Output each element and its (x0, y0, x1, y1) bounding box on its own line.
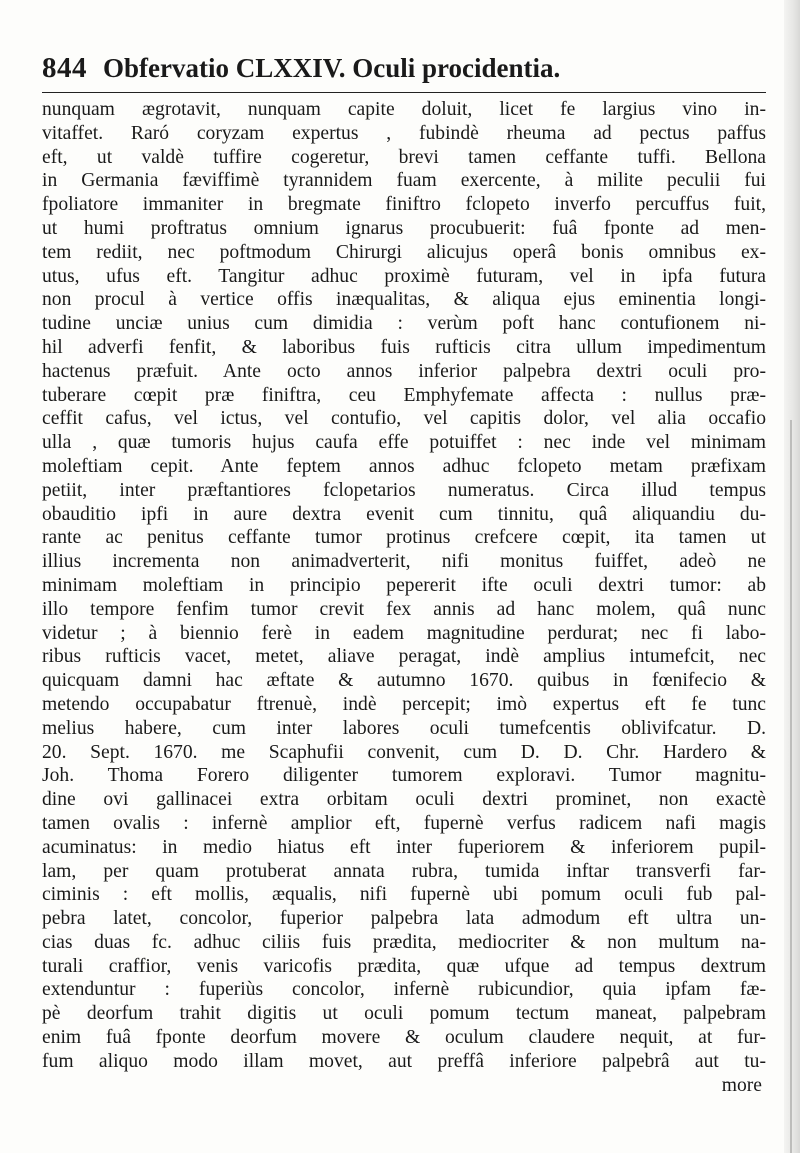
text-line: quicquam damni hac æftate & autumno 1670. quibus in fœnifecio & (42, 670, 766, 692)
text-line: eft, ut valdè tuffire cogeretur, brevi tamen ceffante tuffi. Bellona (42, 146, 766, 168)
page-header (42, 52, 762, 86)
body-text (42, 98, 766, 1097)
text-line: enim fuâ fponte deorfum movere & oculum claudere nequit, at fur- (42, 1027, 766, 1049)
header-rule (42, 92, 766, 93)
text-line: non procul à vertice offis inæqualitas, & aliqua ejus eminentia longi- (42, 289, 766, 311)
text-line: metendo occupabatur ftrenuè, indè percepit; imò expertus eft fe tunc (42, 693, 766, 715)
text-line: ut humi proftratus omnium ignarus procubuerit: fuâ fponte ad men- (42, 217, 766, 239)
text-line: videtur ; à biennio ferè in eadem magnitudine perdurat; nec fi labo- (42, 622, 766, 644)
page-edge-shadow (784, 0, 800, 1153)
catchword: more (721, 1074, 762, 1096)
text-line: in Germania fæviffimè tyrannidem fuam exercente, à milite peculii fui (42, 170, 766, 192)
text-line: lam, per quam protuberat annata rubra, tumida inftar transverfi far- (42, 860, 766, 882)
text-line: moleftiam cepit. Ante feptem annos adhuc fclopeto metam præfixam (42, 455, 766, 477)
text-line: utus, ufus eft. Tangitur adhuc proximè futuram, vel in ipfa futura (42, 265, 766, 287)
text-line: ceffit cafus, vel ictus, vel contufio, vel capitis dolor, vel alia occafio (42, 408, 766, 430)
text-line: illius incrementa non animadverterit, nifi monitus fuiffet, adeò ne (42, 551, 766, 573)
text-line: melius habere, cum inter labores oculi tumefcentis oblivifcatur. D. (42, 717, 766, 739)
text-line: tudine unciæ unius cum dimidia : verùm poft hanc contufionem ni- (42, 313, 766, 335)
text-line: ribus rufticis vacet, metet, aliave peragat, indè amplius intumefcit, nec (42, 646, 766, 668)
text-line: petiit, inter præftantiores fclopetarios numeratus. Circa illud tempus (42, 479, 766, 501)
text-line: turali craffior, venis varicofis prædita, quæ ufque ad tempus dextrum (42, 955, 766, 977)
text-line: cias duas fc. adhuc ciliis fuis prædita, mediocriter & non multum na- (42, 931, 766, 953)
text-line: tamen ovalis : infernè amplior eft, fupernè verfus radicem nafi magis (42, 812, 766, 834)
text-line: pebra latet, concolor, fuperior palpebra lata admodum eft ultra un- (42, 908, 766, 930)
page-number: 844 (42, 52, 87, 84)
text-line: pè deorfum trahit digitis ut oculi pomum tectum maneat, palpebram (42, 1003, 766, 1025)
text-line: hil adverfi fenfit, & laboribus fuis rufticis citra ullum impedimentum (42, 336, 766, 358)
text-line: Joh. Thoma Forero diligenter tumorem exploravi. Tumor magnitu- (42, 765, 766, 787)
text-line: ciminis : eft mollis, æqualis, nifi fupernè ubi pomum oculi fub pal- (42, 884, 766, 906)
text-line: minimam moleftiam in principio pepererit ifte oculi dextri tumor: ab (42, 574, 766, 596)
text-line: obauditio ipfi in aure dextra evenit cum tinnitu, quâ aliquandiu du- (42, 503, 766, 525)
text-line: tem rediit, nec poftmodum Chirurgi alicujus operâ bonis omnibus ex- (42, 241, 766, 263)
text-line: illo tempore fenfim tumor crevit fex annis ad hanc molem, quâ nunc (42, 598, 766, 620)
text-line: tuberare cœpit præ finiftra, ceu Emphyfemate affecta : nullus præ- (42, 384, 766, 406)
text-line: ulla , quæ tumoris hujus caufa effe potuiffet : nec inde vel minimam (42, 432, 766, 454)
text-line: extenduntur : fuperiùs concolor, infernè rubicundior, quia ipfam fæ- (42, 979, 766, 1001)
text-line: acuminatus: in medio hiatus eft inter fuperiorem & inferiorem pupil- (42, 836, 766, 858)
text-line: rante ac penitus ceffante tumor protinus crefcere cœpit, ita tamen ut (42, 527, 766, 549)
page-edge-line (790, 420, 792, 1153)
text-line: nunquam ægrotavit, nunquam capite doluit, licet fe largius vino in- (42, 99, 766, 120)
text-line: fpoliatore immaniter in bregmate finiftro fclopeto inverfo percuffus fuit, (42, 194, 766, 216)
text-line: 20. Sept. 1670. me Scaphufii convenit, cum D. D. Chr. Hardero & (42, 741, 766, 763)
text-line: dine ovi gallinacei extra orbitam oculi dextri prominet, non exactè (42, 789, 766, 811)
text-line: vitaffet. Raró coryzam expertus , fubindè rheuma ad pectus paffus (42, 122, 766, 144)
text-line: fum aliquo modo illam movet, aut preffâ inferiore palpebrâ aut tu- (42, 1050, 766, 1072)
running-title: Obfervatio CLXXIV. Oculi procidentia. (103, 53, 561, 83)
text-line: hactenus præfuit. Ante octo annos inferior palpebra dextri oculi pro- (42, 360, 766, 382)
